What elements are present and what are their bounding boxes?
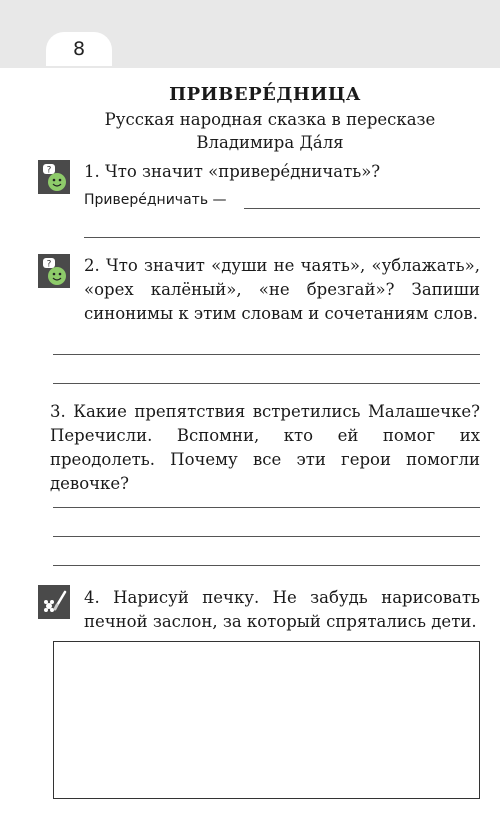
- answer-line[interactable]: [53, 536, 480, 537]
- drawing-brush-icon: [38, 585, 70, 619]
- question-face-icon: [38, 160, 70, 194]
- answer-label-1: Приверéдничать —: [84, 192, 227, 208]
- story-title: ПРИВЕРЕ́ДНИЦА: [169, 84, 361, 105]
- svg-text:?: ?: [46, 165, 52, 176]
- question-2-text: 2. Что значит «души не чаять», «ублажать», «орех калёный», «не брезгай»? Запиши синонимы к этим словам и сочетаниям слов.: [84, 256, 480, 323]
- question-4-text: 4. Нарисуй печку. Не забудь нарисовать печной заслон, за который спрятались дети.: [84, 588, 480, 631]
- answer-line[interactable]: [53, 354, 480, 355]
- answer-line[interactable]: [53, 383, 480, 384]
- answer-line[interactable]: [53, 507, 480, 508]
- answer-line[interactable]: [84, 237, 480, 238]
- answer-line[interactable]: [53, 565, 480, 566]
- answer-line[interactable]: [244, 208, 480, 209]
- story-subtitle: [90, 108, 450, 154]
- subtitle-line-2: Владимира Да́ля: [196, 133, 344, 152]
- question-3-text: 3. Какие препятствия встретились Малашечке? Перечисли. Вспомни, кто ей помог их преодолеть. Почему все эти герои помогли девочке?: [50, 402, 480, 493]
- question-1-text: 1. Что значит «приверéдничать»?: [84, 162, 381, 181]
- drawing-area[interactable]: [53, 641, 480, 799]
- svg-text:?: ?: [46, 259, 52, 270]
- page-number: 8: [46, 32, 112, 66]
- question-face-icon: [38, 254, 70, 288]
- subtitle-line-1: Русская народная сказка в пересказе: [104, 110, 436, 129]
